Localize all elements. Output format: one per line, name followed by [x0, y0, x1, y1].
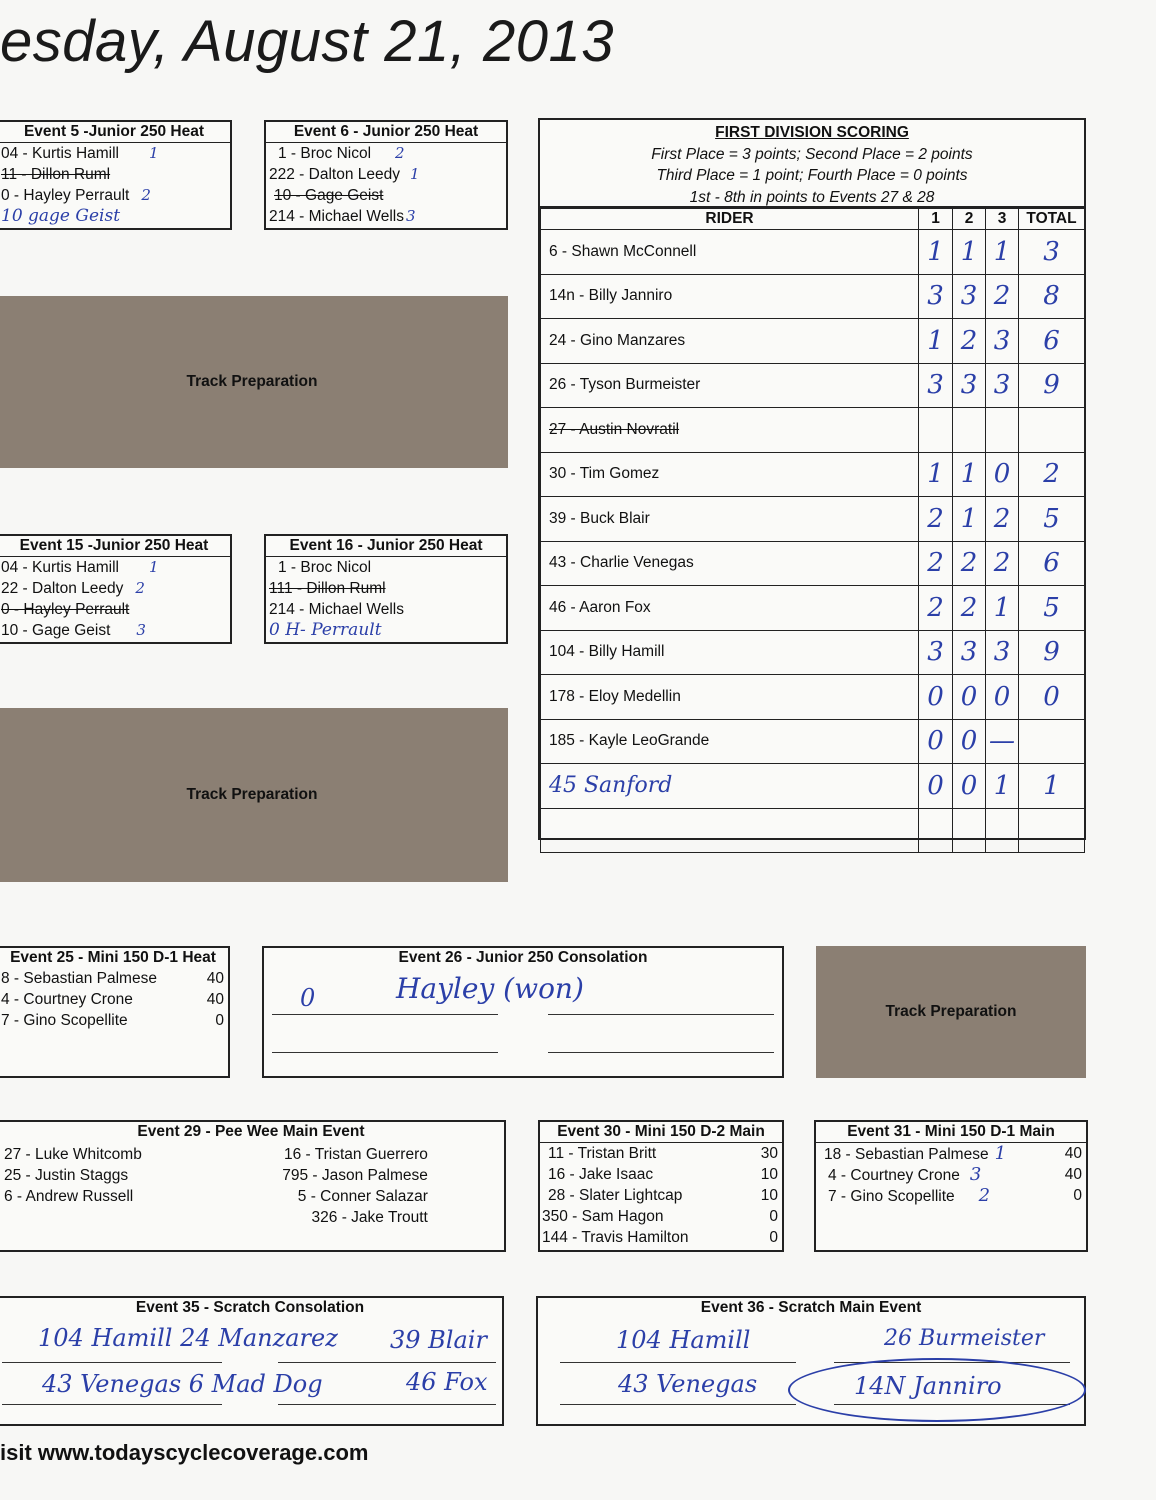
list-item: 16 - Jake Isaac 10	[548, 1166, 778, 1183]
rider-cell: 43 - Charlie Venegas	[541, 541, 919, 586]
list-item: 28 - Slater Lightcap 10	[548, 1187, 778, 1204]
event-16-box	[264, 534, 508, 644]
total-cell	[1019, 719, 1085, 764]
entry-line	[548, 1014, 774, 1015]
scoring-row	[541, 675, 1085, 720]
event-26-title: Event 26 - Junior 250 Consolation	[398, 949, 648, 966]
rider-cell: 26 - Tyson Burmeister	[541, 363, 919, 408]
track-preparation-label: Track Preparation	[186, 786, 318, 803]
list-item: 04 - Kurtis Hamill 1	[1, 558, 159, 576]
moto-3-cell	[986, 808, 1019, 853]
rider-cell	[541, 808, 919, 853]
rider-cell: 14n - Billy Janniro	[541, 274, 919, 319]
list-item: 7 - Gino Scopellite 0	[1, 1012, 224, 1029]
list-item: 10 - Gage Geist	[274, 187, 384, 204]
moto-2-cell	[953, 408, 986, 453]
moto-2-cell: 0	[953, 719, 986, 764]
col-moto-1: 1	[919, 209, 953, 230]
rider-cell: 185 - Kayle LeoGrande	[541, 719, 919, 764]
col-moto-2: 2	[953, 209, 986, 230]
list-item: 222 - Dalton Leedy 1	[269, 165, 420, 183]
scoring-row	[541, 719, 1085, 764]
event-5-box	[0, 120, 232, 230]
scoring-row	[541, 452, 1085, 497]
moto-1-cell: 1	[919, 319, 953, 364]
scoring-title: FIRST DIVISION SCORING	[715, 124, 909, 141]
scoring-rule-2: Third Place = 1 point; Fourth Place = 0 points	[656, 167, 968, 184]
handwritten-note: 14N Janniro	[854, 1372, 1002, 1400]
track-preparation-label: Track Preparation	[186, 373, 318, 390]
list-item: 795 - Jason Palmese	[282, 1167, 428, 1184]
list-item: 1 - Broc Nicol 2	[278, 144, 405, 162]
rider-cell: 178 - Eloy Medellin	[541, 675, 919, 720]
list-item: 1 - Broc Nicol	[278, 559, 372, 576]
event-25-title: Event 25 - Mini 150 D-1 Heat	[10, 949, 216, 966]
track-preparation-block	[0, 708, 508, 882]
rider-cell: 45 Sanford	[541, 764, 919, 809]
scoring-row	[541, 586, 1085, 631]
moto-3-cell: 3	[986, 630, 1019, 675]
moto-3-cell: 1	[986, 586, 1019, 631]
moto-3-cell: 2	[986, 541, 1019, 586]
handwritten-note: 104 Hamill 24 Manzarez	[38, 1324, 338, 1352]
event-16-title: Event 16 - Junior 250 Heat	[266, 536, 506, 557]
entry-line	[272, 1014, 498, 1015]
rider-cell: 39 - Buck Blair	[541, 497, 919, 542]
event-6-title: Event 6 - Junior 250 Heat	[266, 122, 506, 143]
list-item: 7 - Gino Scopellite 2 0	[828, 1185, 1082, 1206]
moto-2-cell: 0	[953, 764, 986, 809]
total-cell: 8	[1019, 274, 1085, 319]
entry-line	[2, 1362, 222, 1363]
total-cell: 2	[1019, 452, 1085, 497]
scoring-row	[541, 764, 1085, 809]
event-35-title: Event 35 - Scratch Consolation	[135, 1299, 365, 1316]
moto-1-cell: 2	[919, 586, 953, 631]
entry-line	[272, 1052, 498, 1053]
moto-2-cell: 2	[953, 319, 986, 364]
total-cell: 6	[1019, 319, 1085, 364]
list-item: 0 - Hayley Perrault 2	[1, 186, 151, 204]
rider-cell: 104 - Billy Hamill	[541, 630, 919, 675]
event-15-title: Event 15 -Junior 250 Heat	[0, 536, 230, 557]
track-preparation-label: Track Preparation	[885, 1003, 1017, 1020]
moto-2-cell: 1	[953, 230, 986, 275]
entry-line	[278, 1362, 496, 1363]
col-total: TOTAL	[1019, 209, 1085, 230]
list-item: 144 - Travis Hamilton 0	[542, 1229, 778, 1246]
event-31-box	[814, 1120, 1088, 1252]
list-item: 10 gage Geist	[1, 206, 121, 226]
list-item: 18 - Sebastian Palmese 1 40	[824, 1143, 1082, 1164]
event-31-title: Event 31 - Mini 150 D-1 Main	[816, 1122, 1086, 1143]
scoring-header-row	[541, 209, 1085, 230]
list-item: 4 - Courtney Crone 40	[1, 991, 224, 1008]
event-29-box	[0, 1120, 506, 1252]
entry-line	[560, 1404, 796, 1405]
scoring-row	[541, 274, 1085, 319]
col-rider: RIDER	[541, 209, 919, 230]
total-cell	[1019, 808, 1085, 853]
handwritten-note: Hayley (won)	[396, 972, 584, 1005]
moto-2-cell: 1	[953, 497, 986, 542]
handwritten-note: 26 Burmeister	[884, 1326, 1045, 1351]
moto-2-cell: 1	[953, 452, 986, 497]
list-item: 326 - Jake Troutt	[311, 1209, 428, 1226]
track-preparation-block	[816, 946, 1086, 1078]
total-cell: 1	[1019, 764, 1085, 809]
handwritten-note: 0	[300, 984, 316, 1012]
scoring-row	[541, 363, 1085, 408]
moto-3-cell: 3	[986, 363, 1019, 408]
rider-cell: 46 - Aaron Fox	[541, 586, 919, 631]
total-cell: 3	[1019, 230, 1085, 275]
entry-line	[560, 1362, 796, 1363]
list-item: 214 - Michael Wells	[269, 601, 404, 618]
footer-url: isit www.todayscyclecoverage.com	[0, 1440, 369, 1465]
track-preparation-block	[0, 296, 508, 468]
event-36-box	[536, 1296, 1086, 1426]
list-item: 214 - Michael Wells 3	[269, 207, 416, 225]
scoring-rule-3: 1st - 8th in points to Events 27 & 28	[689, 188, 935, 206]
rider-cell: 6 - Shawn McConnell	[541, 230, 919, 275]
list-item: 6 - Andrew Russell	[4, 1188, 134, 1205]
list-item: 25 - Justin Staggs	[4, 1167, 129, 1184]
scoring-row	[541, 497, 1085, 542]
entry-line	[2, 1404, 222, 1405]
moto-2-cell: 3	[953, 274, 986, 319]
total-cell: 5	[1019, 497, 1085, 542]
total-cell: 9	[1019, 630, 1085, 675]
scoring-row	[541, 319, 1085, 364]
rider-cell: 24 - Gino Manzares	[541, 319, 919, 364]
event-5-title: Event 5 -Junior 250 Heat	[0, 122, 230, 143]
event-30-box	[538, 1120, 784, 1252]
event-30-title: Event 30 - Mini 150 D-2 Main	[540, 1122, 782, 1143]
moto-3-cell: 2	[986, 497, 1019, 542]
list-item: 27 - Luke Whitcomb	[4, 1146, 142, 1163]
moto-2-cell: 2	[953, 541, 986, 586]
rider-cell: 27 - Austin Novratil	[541, 408, 919, 453]
rider-cell: 30 - Tim Gomez	[541, 452, 919, 497]
moto-3-cell: 0	[986, 675, 1019, 720]
moto-1-cell: 1	[919, 452, 953, 497]
event-29-left-column	[1, 1144, 142, 1207]
event-25-box	[0, 946, 230, 1078]
moto-1-cell: 2	[919, 497, 953, 542]
event-29-right-column	[260, 1144, 428, 1228]
entry-line	[278, 1404, 496, 1405]
handwritten-note: 43 Venegas 6 Mad Dog	[42, 1370, 323, 1398]
list-item: 8 - Sebastian Palmese 40	[1, 970, 224, 987]
handwritten-note: 39 Blair	[390, 1326, 487, 1354]
list-item: 0 - Hayley Perrault	[1, 601, 130, 618]
moto-1-cell: 3	[919, 274, 953, 319]
moto-2-cell: 0	[953, 675, 986, 720]
list-item: 10 - Gage Geist 3	[1, 621, 146, 639]
scoring-row	[541, 541, 1085, 586]
moto-2-cell: 3	[953, 630, 986, 675]
list-item: 11 - Dillon Ruml	[1, 166, 111, 183]
event-29-title: Event 29 - Pee Wee Main Event	[137, 1123, 365, 1140]
list-item: 111 - Dillon Ruml	[269, 580, 386, 597]
total-cell: 9	[1019, 363, 1085, 408]
total-cell: 5	[1019, 586, 1085, 631]
list-item: 22 - Dalton Leedy 2	[1, 579, 145, 597]
moto-1-cell: 1	[919, 230, 953, 275]
list-item: 350 - Sam Hagon 0	[542, 1208, 778, 1225]
moto-1-cell: 3	[919, 630, 953, 675]
scoring-header	[540, 120, 1084, 208]
entry-line	[548, 1052, 774, 1053]
moto-3-cell: 2	[986, 274, 1019, 319]
scoring-grid	[540, 208, 1085, 853]
total-cell: 6	[1019, 541, 1085, 586]
moto-3-cell	[986, 408, 1019, 453]
moto-1-cell: 0	[919, 719, 953, 764]
moto-2-cell	[953, 808, 986, 853]
col-moto-3: 3	[986, 209, 1019, 230]
list-item: 16 - Tristan Guerrero	[284, 1146, 428, 1163]
event-6-box	[264, 120, 508, 230]
scoring-row	[541, 408, 1085, 453]
moto-3-cell: 3	[986, 319, 1019, 364]
moto-3-cell: 1	[986, 230, 1019, 275]
moto-3-cell: 0	[986, 452, 1019, 497]
moto-1-cell: 0	[919, 675, 953, 720]
moto-2-cell: 2	[953, 586, 986, 631]
moto-1-cell: 3	[919, 363, 953, 408]
scoring-row	[541, 808, 1085, 853]
event-36-title: Event 36 - Scratch Main Event	[700, 1299, 922, 1316]
total-cell: 0	[1019, 675, 1085, 720]
list-item: 5 - Conner Salazar	[297, 1188, 428, 1205]
moto-3-cell: —	[986, 719, 1019, 764]
total-cell	[1019, 408, 1085, 453]
event-35-box	[0, 1296, 504, 1426]
moto-1-cell	[919, 408, 953, 453]
list-item: 04 - Kurtis Hamill 1	[1, 144, 159, 162]
handwritten-note: 46 Fox	[406, 1368, 488, 1396]
page-title: esday, August 21, 2013	[0, 9, 614, 74]
event-15-box	[0, 534, 232, 644]
list-item: 4 - Courtney Crone 3 40	[828, 1164, 1082, 1185]
handwritten-note: 104 Hamill	[616, 1326, 751, 1354]
moto-1-cell	[919, 808, 953, 853]
moto-1-cell: 2	[919, 541, 953, 586]
list-item: 11 - Tristan Britt 30	[548, 1145, 778, 1162]
handwritten-note: 43 Venegas	[618, 1370, 758, 1398]
event-26-box	[262, 946, 784, 1078]
first-division-scoring-table	[538, 118, 1086, 840]
moto-3-cell: 1	[986, 764, 1019, 809]
scoring-row	[541, 230, 1085, 275]
moto-1-cell: 0	[919, 764, 953, 809]
scoring-rule-1: First Place = 3 points; Second Place = 2 points	[651, 145, 973, 163]
moto-2-cell: 3	[953, 363, 986, 408]
list-item: 0 H- Perrault	[269, 620, 382, 640]
scoring-row	[541, 630, 1085, 675]
